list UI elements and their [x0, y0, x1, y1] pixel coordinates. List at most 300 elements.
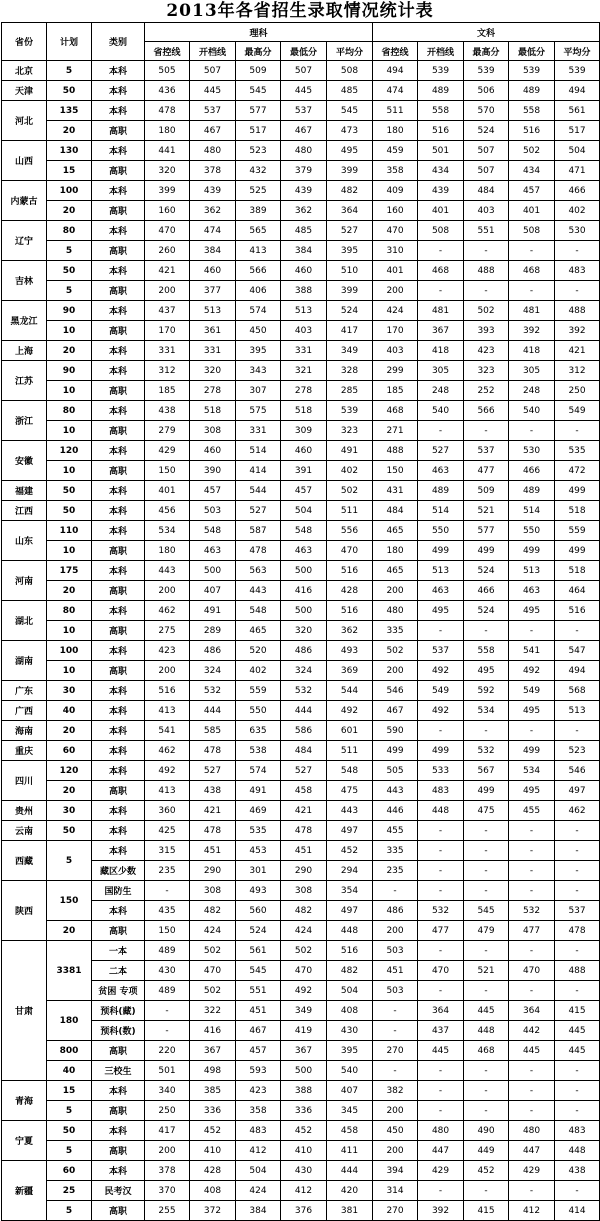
province-cell: 江苏 [2, 361, 47, 401]
table-row [2, 241, 600, 261]
arts-score-cell: 502 [373, 641, 418, 661]
arts-score-cell: - [464, 281, 509, 301]
plan-cell: 80 [47, 601, 92, 621]
science-score-cell: 509 [236, 61, 281, 81]
science-score-cell: 331 [236, 421, 281, 441]
science-score-cell: 406 [236, 281, 281, 301]
table-row [2, 381, 600, 401]
science-score-cell: 532 [281, 681, 327, 701]
arts-score-cell: 409 [373, 181, 418, 201]
arts-score-cell: 448 [418, 801, 464, 821]
table-row [2, 181, 600, 201]
science-score-cell: 475 [327, 781, 373, 801]
arts-score-cell: 445 [418, 1041, 464, 1061]
category-cell: 本科 [92, 761, 145, 781]
table-row [2, 601, 600, 621]
arts-score-cell: 252 [464, 381, 509, 401]
category-cell: 高职 [92, 161, 145, 181]
arts-score-cell: 537 [555, 901, 600, 921]
arts-score-cell: - [418, 1101, 464, 1121]
arts-score-cell: 401 [418, 201, 464, 221]
arts-score-cell: - [555, 241, 600, 261]
arts-score-cell: 468 [464, 1041, 509, 1061]
science-score-cell: 445 [190, 81, 236, 101]
province-cell: 黑龙江 [2, 301, 47, 341]
science-score-cell: 518 [190, 401, 236, 421]
science-score-cell: 500 [281, 601, 327, 621]
science-score-cell: 453 [236, 841, 281, 861]
table-row [2, 861, 600, 881]
arts-score-cell: 200 [373, 281, 418, 301]
science-score-cell: 457 [281, 481, 327, 501]
science-score-cell: 537 [190, 101, 236, 121]
table-row [2, 61, 600, 81]
arts-score-cell: 393 [464, 321, 509, 341]
province-cell: 辽宁 [2, 221, 47, 261]
arts-score-cell: 447 [509, 1141, 555, 1161]
science-score-cell: 635 [236, 721, 281, 741]
arts-score-cell: - [509, 861, 555, 881]
science-score-cell: 478 [190, 741, 236, 761]
table-row [2, 481, 600, 501]
science-score-cell: 367 [281, 1041, 327, 1061]
arts-score-cell: - [509, 941, 555, 961]
science-score-cell: 428 [190, 1161, 236, 1181]
science-score-cell: 551 [236, 981, 281, 1001]
arts-score-cell: 549 [509, 681, 555, 701]
arts-score-cell: 558 [418, 101, 464, 121]
science-score-cell: 308 [190, 881, 236, 901]
category-cell: 高职 [92, 281, 145, 301]
plan-cell: 10 [47, 661, 92, 681]
science-score-cell: 516 [327, 561, 373, 581]
science-score-cell: 408 [190, 1181, 236, 1201]
province-cell: 重庆 [2, 741, 47, 761]
plan-cell: 110 [47, 521, 92, 541]
arts-score-cell: 559 [555, 521, 600, 541]
science-score-cell: 421 [281, 801, 327, 821]
province-cell: 广西 [2, 701, 47, 721]
table-row [2, 401, 600, 421]
category-cell: 藏区少数 [92, 861, 145, 881]
arts-score-cell: 305 [509, 361, 555, 381]
science-score-cell: 180 [145, 121, 190, 141]
science-score-cell: 322 [190, 1001, 236, 1021]
table-row [2, 781, 600, 801]
subheader-cell: 平均分 [555, 42, 600, 61]
science-score-cell: 312 [145, 361, 190, 381]
science-score-cell: 413 [145, 701, 190, 721]
science-score-cell: 502 [327, 481, 373, 501]
arts-score-cell: 483 [555, 261, 600, 281]
arts-score-cell: 508 [418, 221, 464, 241]
science-score-cell: 514 [236, 441, 281, 461]
arts-score-cell: - [509, 241, 555, 261]
arts-score-cell: 505 [373, 761, 418, 781]
science-score-cell: 439 [190, 181, 236, 201]
province-cell: 青海 [2, 1081, 47, 1121]
science-score-cell: 413 [236, 241, 281, 261]
science-score-cell: 504 [236, 1161, 281, 1181]
arts-score-cell: - [555, 421, 600, 441]
science-score-cell: 545 [236, 961, 281, 981]
table-row [2, 561, 600, 581]
category-cell: 高职 [92, 621, 145, 641]
arts-score-cell: 541 [509, 641, 555, 661]
plan-cell: 5 [47, 61, 92, 81]
arts-score-cell: 547 [555, 641, 600, 661]
science-score-cell: 416 [190, 1021, 236, 1041]
science-score-cell: 548 [281, 521, 327, 541]
science-score-cell: 448 [327, 921, 373, 941]
science-score-cell: 419 [281, 1021, 327, 1041]
science-score-cell: 517 [236, 121, 281, 141]
category-cell: 高职 [92, 1041, 145, 1061]
category-cell: 本科 [92, 821, 145, 841]
science-score-cell: 290 [190, 861, 236, 881]
category-cell: 本科 [92, 681, 145, 701]
arts-score-cell: 492 [418, 661, 464, 681]
table-row [2, 201, 600, 221]
arts-score-cell: 477 [509, 921, 555, 941]
table-row [2, 741, 600, 761]
plan-cell: 10 [47, 621, 92, 641]
science-score-cell: 485 [327, 81, 373, 101]
science-score-cell: 544 [236, 481, 281, 501]
arts-score-cell: 484 [373, 501, 418, 521]
category-cell: 本科 [92, 901, 145, 921]
arts-score-cell: 516 [555, 601, 600, 621]
arts-score-cell: - [373, 1001, 418, 1021]
science-score-cell: 443 [236, 581, 281, 601]
arts-score-cell: 507 [464, 161, 509, 181]
science-score-cell: 457 [236, 1041, 281, 1061]
arts-score-cell: 150 [373, 461, 418, 481]
science-score-cell: 444 [190, 701, 236, 721]
arts-score-cell: 521 [464, 961, 509, 981]
arts-score-cell: 314 [373, 1181, 418, 1201]
science-score-cell: 489 [145, 981, 190, 1001]
arts-score-cell: 495 [509, 601, 555, 621]
arts-score-cell: 429 [418, 1161, 464, 1181]
arts-score-cell: 477 [418, 921, 464, 941]
science-score-cell: 500 [281, 561, 327, 581]
science-score-cell: 349 [327, 341, 373, 361]
arts-score-cell: 492 [509, 661, 555, 681]
arts-score-cell: 402 [555, 201, 600, 221]
science-score-cell: 467 [281, 121, 327, 141]
science-score-cell: 331 [281, 341, 327, 361]
science-score-cell: 412 [281, 1181, 327, 1201]
science-score-cell: 478 [190, 821, 236, 841]
science-score-cell: 430 [281, 1161, 327, 1181]
arts-score-cell: 448 [464, 1021, 509, 1041]
table-row [2, 81, 600, 101]
science-score-cell: 462 [145, 741, 190, 761]
arts-score-cell: - [555, 821, 600, 841]
arts-score-cell: 401 [509, 201, 555, 221]
arts-score-cell: 443 [373, 781, 418, 801]
arts-score-cell: 429 [509, 1161, 555, 1181]
science-score-cell: 358 [236, 1101, 281, 1121]
arts-score-cell: 518 [555, 501, 600, 521]
arts-score-cell: 180 [373, 541, 418, 561]
arts-score-cell: - [418, 881, 464, 901]
arts-score-cell: 463 [509, 581, 555, 601]
arts-score-cell: - [418, 721, 464, 741]
science-score-cell: 343 [236, 361, 281, 381]
arts-score-cell: 513 [555, 701, 600, 721]
arts-score-cell: 200 [373, 581, 418, 601]
arts-score-cell: 489 [509, 481, 555, 501]
science-score-cell: 563 [236, 561, 281, 581]
arts-score-cell: 499 [418, 741, 464, 761]
science-score-cell: 345 [327, 1101, 373, 1121]
science-score-cell: 505 [145, 61, 190, 81]
arts-score-cell: 577 [464, 521, 509, 541]
science-score-cell: 439 [281, 181, 327, 201]
science-score-cell: 444 [281, 701, 327, 721]
arts-score-cell: 475 [464, 801, 509, 821]
science-score-cell: 285 [327, 381, 373, 401]
arts-score-cell: 524 [464, 561, 509, 581]
province-cell: 安徽 [2, 441, 47, 481]
science-score-cell: 414 [236, 461, 281, 481]
science-score-cell: 408 [327, 1001, 373, 1021]
science-score-cell: 485 [281, 221, 327, 241]
science-score-cell: 493 [327, 641, 373, 661]
arts-score-cell: 540 [509, 401, 555, 421]
arts-score-cell: - [418, 421, 464, 441]
arts-score-cell: 478 [555, 921, 600, 941]
science-score-cell: 290 [281, 861, 327, 881]
arts-score-cell: 499 [373, 741, 418, 761]
arts-score-cell: 533 [418, 761, 464, 781]
science-score-cell: 308 [281, 881, 327, 901]
province-cell: 北京 [2, 61, 47, 81]
arts-score-cell: - [555, 1101, 600, 1121]
arts-score-cell: 504 [555, 141, 600, 161]
arts-score-cell: 450 [373, 1121, 418, 1141]
science-score-cell: 150 [145, 461, 190, 481]
science-score-cell: 378 [145, 1161, 190, 1181]
arts-score-cell: 431 [373, 481, 418, 501]
category-cell: 本科 [92, 1081, 145, 1101]
science-score-cell: 424 [281, 921, 327, 941]
plan-cell: 150 [47, 881, 92, 921]
science-score-cell: 436 [145, 81, 190, 101]
category-cell: 本科 [92, 301, 145, 321]
province-cell: 河北 [2, 101, 47, 141]
arts-score-cell: 200 [373, 661, 418, 681]
arts-score-cell: 403 [373, 341, 418, 361]
header-province: 省份 [2, 23, 47, 61]
plan-cell: 135 [47, 101, 92, 121]
science-score-cell: 560 [236, 901, 281, 921]
science-score-cell: 495 [327, 141, 373, 161]
arts-score-cell: 248 [418, 381, 464, 401]
plan-cell: 130 [47, 141, 92, 161]
science-score-cell: 561 [236, 941, 281, 961]
science-score-cell: 586 [281, 721, 327, 741]
arts-score-cell: 499 [555, 481, 600, 501]
science-score-cell: 395 [327, 241, 373, 261]
science-score-cell: 407 [190, 581, 236, 601]
science-score-cell: 200 [145, 661, 190, 681]
province-cell: 西藏 [2, 841, 47, 881]
arts-score-cell: 558 [509, 101, 555, 121]
category-cell: 高职 [92, 661, 145, 681]
table-row [2, 921, 600, 941]
science-score-cell: 399 [327, 161, 373, 181]
science-score-cell: 548 [236, 601, 281, 621]
plan-cell: 120 [47, 761, 92, 781]
arts-score-cell: 546 [373, 681, 418, 701]
science-score-cell: 460 [281, 441, 327, 461]
arts-score-cell: 392 [418, 1201, 464, 1221]
science-score-cell: 421 [190, 801, 236, 821]
science-score-cell: 389 [236, 201, 281, 221]
category-cell: 高职 [92, 421, 145, 441]
science-score-cell: 491 [236, 781, 281, 801]
science-score-cell: 384 [236, 1201, 281, 1221]
province-cell: 河南 [2, 561, 47, 601]
arts-score-cell: 421 [555, 341, 600, 361]
province-cell: 陕西 [2, 881, 47, 941]
science-score-cell: 556 [327, 521, 373, 541]
table-row [2, 901, 600, 921]
arts-score-cell: - [555, 1181, 600, 1201]
arts-score-cell: 470 [418, 961, 464, 981]
science-score-cell: 430 [327, 1021, 373, 1041]
science-score-cell: 401 [145, 481, 190, 501]
header-science: 理科 [145, 23, 373, 42]
plan-cell: 50 [47, 81, 92, 101]
arts-score-cell: 502 [509, 141, 555, 161]
science-score-cell: 480 [190, 141, 236, 161]
science-score-cell: 538 [236, 741, 281, 761]
arts-score-cell: 442 [509, 1021, 555, 1041]
table-row [2, 1141, 600, 1161]
arts-score-cell: 418 [418, 341, 464, 361]
science-score-cell: 540 [327, 1061, 373, 1081]
province-cell: 广东 [2, 681, 47, 701]
arts-score-cell: 539 [418, 61, 464, 81]
arts-score-cell: 539 [555, 61, 600, 81]
arts-score-cell: 470 [373, 221, 418, 241]
category-cell: 本科 [92, 721, 145, 741]
science-score-cell: 478 [281, 821, 327, 841]
plan-cell: 800 [47, 1041, 92, 1061]
arts-score-cell: - [555, 1081, 600, 1101]
science-score-cell: 507 [281, 61, 327, 81]
science-score-cell: 443 [145, 561, 190, 581]
category-cell: 本科 [92, 521, 145, 541]
science-score-cell: 492 [145, 761, 190, 781]
science-score-cell: 279 [145, 421, 190, 441]
arts-score-cell: 200 [373, 1141, 418, 1161]
science-score-cell: 548 [327, 761, 373, 781]
category-cell: 本科 [92, 501, 145, 521]
table-row [2, 1201, 600, 1221]
arts-score-cell: 412 [509, 1201, 555, 1221]
arts-score-cell: 545 [464, 901, 509, 921]
science-score-cell: 411 [327, 1141, 373, 1161]
plan-cell: 20 [47, 921, 92, 941]
arts-score-cell: 530 [509, 441, 555, 461]
province-cell: 海南 [2, 721, 47, 741]
table-row [2, 1121, 600, 1141]
plan-cell: 5 [47, 281, 92, 301]
category-cell: 本科 [92, 841, 145, 861]
plan-cell: 90 [47, 301, 92, 321]
science-score-cell: 470 [190, 961, 236, 981]
category-cell: 预科(藏) [92, 1001, 145, 1021]
category-cell: 本科 [92, 741, 145, 761]
arts-score-cell: 434 [509, 161, 555, 181]
arts-score-cell: - [418, 861, 464, 881]
table-row [2, 1021, 600, 1041]
arts-score-cell: 415 [464, 1201, 509, 1221]
table-title: 2013年各省招生录取情况统计表 [166, 1, 434, 21]
science-score-cell: 428 [327, 581, 373, 601]
table-row [2, 641, 600, 661]
arts-score-cell: 518 [555, 561, 600, 581]
science-score-cell: 565 [236, 221, 281, 241]
science-score-cell: 451 [236, 1001, 281, 1021]
plan-cell: 180 [47, 1001, 92, 1041]
arts-score-cell: 549 [418, 681, 464, 701]
plan-cell: 120 [47, 441, 92, 461]
science-score-cell: 360 [145, 801, 190, 821]
science-score-cell: - [145, 881, 190, 901]
science-score-cell: 423 [145, 641, 190, 661]
arts-score-cell: 466 [509, 461, 555, 481]
science-score-cell: 458 [281, 781, 327, 801]
plan-cell: 60 [47, 741, 92, 761]
arts-score-cell: 480 [373, 601, 418, 621]
category-cell: 本科 [92, 61, 145, 81]
arts-score-cell: 524 [464, 601, 509, 621]
arts-score-cell: - [464, 621, 509, 641]
science-score-cell: 340 [145, 1081, 190, 1101]
science-score-cell: 438 [145, 401, 190, 421]
science-score-cell: 200 [145, 281, 190, 301]
subheader-cell: 最高分 [464, 42, 509, 61]
arts-score-cell: - [464, 421, 509, 441]
province-cell: 甘肃 [2, 941, 47, 1081]
table-row [2, 1041, 600, 1061]
arts-score-cell: - [555, 281, 600, 301]
table-row [2, 1001, 600, 1021]
arts-score-cell: - [464, 1181, 509, 1201]
arts-score-cell: - [555, 941, 600, 961]
subheader-cell: 最低分 [281, 42, 327, 61]
arts-score-cell: 463 [418, 461, 464, 481]
category-cell: 高职 [92, 121, 145, 141]
arts-score-cell: 446 [373, 801, 418, 821]
science-score-cell: 507 [190, 61, 236, 81]
province-cell: 福建 [2, 481, 47, 501]
table-row [2, 761, 600, 781]
arts-score-cell: 358 [373, 161, 418, 181]
arts-score-cell: 471 [555, 161, 600, 181]
science-score-cell: 185 [145, 381, 190, 401]
science-score-cell: 523 [236, 141, 281, 161]
science-score-cell: 315 [145, 841, 190, 861]
table-row [2, 161, 600, 181]
arts-score-cell: 535 [555, 441, 600, 461]
